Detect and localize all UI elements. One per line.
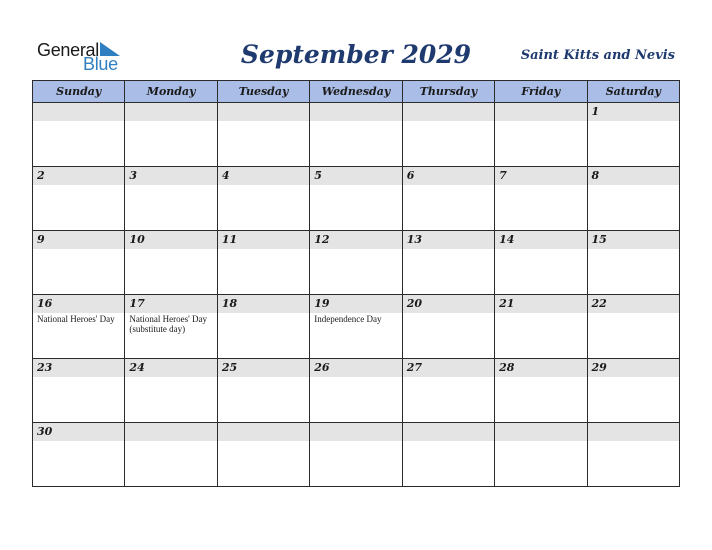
calendar-week-row (33, 295, 680, 359)
weekday-header-thursday: Thursday (402, 81, 494, 103)
day-cell (587, 295, 679, 359)
empty-day-cell (33, 103, 125, 167)
empty-day-cell (310, 103, 402, 167)
holiday-label: National Heroes' Day (substitute day) (129, 314, 208, 334)
day-cell (217, 359, 309, 423)
day-cell (402, 231, 494, 295)
day-number: 7 (495, 167, 586, 185)
day-number: 19 (310, 295, 401, 313)
day-cell (33, 295, 125, 359)
country-name: Saint Kitts and Nevis (520, 48, 675, 63)
day-number (125, 423, 216, 441)
day-number (495, 103, 586, 121)
weekday-header-wednesday: Wednesday (310, 81, 402, 103)
day-number: 18 (218, 295, 309, 313)
day-number: 30 (33, 423, 124, 441)
empty-day-cell (125, 103, 217, 167)
day-cell (33, 359, 125, 423)
day-number: 24 (125, 359, 216, 377)
day-cell (587, 103, 679, 167)
day-cell (125, 295, 217, 359)
day-cell (587, 231, 679, 295)
day-number: 17 (125, 295, 216, 313)
day-number: 14 (495, 231, 586, 249)
empty-day-cell (495, 103, 587, 167)
day-number: 29 (588, 359, 679, 377)
day-number (403, 423, 494, 441)
day-number: 27 (403, 359, 494, 377)
day-number: 26 (310, 359, 401, 377)
day-number (218, 103, 309, 121)
weekday-header-row (33, 81, 680, 103)
day-number: 1 (588, 103, 679, 121)
weekday-header-tuesday: Tuesday (217, 81, 309, 103)
day-number (125, 103, 216, 121)
day-cell (217, 231, 309, 295)
logo-text-blue: Blue (83, 54, 118, 74)
day-cell (402, 359, 494, 423)
weekday-header-sunday: Sunday (33, 81, 125, 103)
calendar-week-row (33, 231, 680, 295)
calendar-title: September 2029 (240, 40, 472, 69)
holiday-label: Independence Day (314, 314, 382, 324)
day-cell (495, 359, 587, 423)
day-cell (217, 295, 309, 359)
day-cell (310, 295, 402, 359)
logo-text-general: General (37, 40, 99, 60)
day-number (310, 103, 401, 121)
day-cell (125, 231, 217, 295)
day-number: 2 (33, 167, 124, 185)
empty-day-cell (587, 423, 679, 487)
day-number: 28 (495, 359, 586, 377)
day-cell (587, 359, 679, 423)
day-cell (310, 359, 402, 423)
day-cell (310, 231, 402, 295)
day-cell (495, 231, 587, 295)
day-number (218, 423, 309, 441)
weekday-header-monday: Monday (125, 81, 217, 103)
day-number: 21 (495, 295, 586, 313)
empty-day-cell (125, 423, 217, 487)
empty-day-cell (217, 423, 309, 487)
month-calendar (32, 80, 680, 487)
day-number (403, 103, 494, 121)
day-cell (33, 231, 125, 295)
day-number: 10 (125, 231, 216, 249)
day-number (588, 423, 679, 441)
empty-day-cell (402, 423, 494, 487)
calendar-week-row (33, 167, 680, 231)
day-number (33, 103, 124, 121)
day-cell (495, 295, 587, 359)
calendar-body (33, 103, 680, 487)
day-number: 9 (33, 231, 124, 249)
day-number: 25 (218, 359, 309, 377)
day-number: 22 (588, 295, 679, 313)
day-number: 13 (403, 231, 494, 249)
day-number (495, 423, 586, 441)
empty-day-cell (310, 423, 402, 487)
day-number: 20 (403, 295, 494, 313)
day-cell (217, 167, 309, 231)
day-cell (402, 295, 494, 359)
day-number: 6 (403, 167, 494, 185)
day-number: 4 (218, 167, 309, 185)
day-number: 3 (125, 167, 216, 185)
calendar-week-row (33, 103, 680, 167)
day-number (310, 423, 401, 441)
day-number: 8 (588, 167, 679, 185)
day-cell (310, 167, 402, 231)
empty-day-cell (402, 103, 494, 167)
empty-day-cell (495, 423, 587, 487)
weekday-header-saturday: Saturday (587, 81, 679, 103)
day-cell (33, 167, 125, 231)
day-cell (587, 167, 679, 231)
holiday-label: National Heroes' Day (37, 314, 115, 324)
weekday-header-friday: Friday (495, 81, 587, 103)
empty-day-cell (217, 103, 309, 167)
day-cell (495, 167, 587, 231)
day-cell (402, 167, 494, 231)
day-cell (125, 167, 217, 231)
calendar-week-row (33, 359, 680, 423)
day-number: 12 (310, 231, 401, 249)
calendar-week-row (33, 423, 680, 487)
day-number: 11 (218, 231, 309, 249)
day-number: 5 (310, 167, 401, 185)
day-number: 16 (33, 295, 124, 313)
day-cell (125, 359, 217, 423)
day-number: 23 (33, 359, 124, 377)
day-cell (33, 423, 125, 487)
day-number: 15 (588, 231, 679, 249)
